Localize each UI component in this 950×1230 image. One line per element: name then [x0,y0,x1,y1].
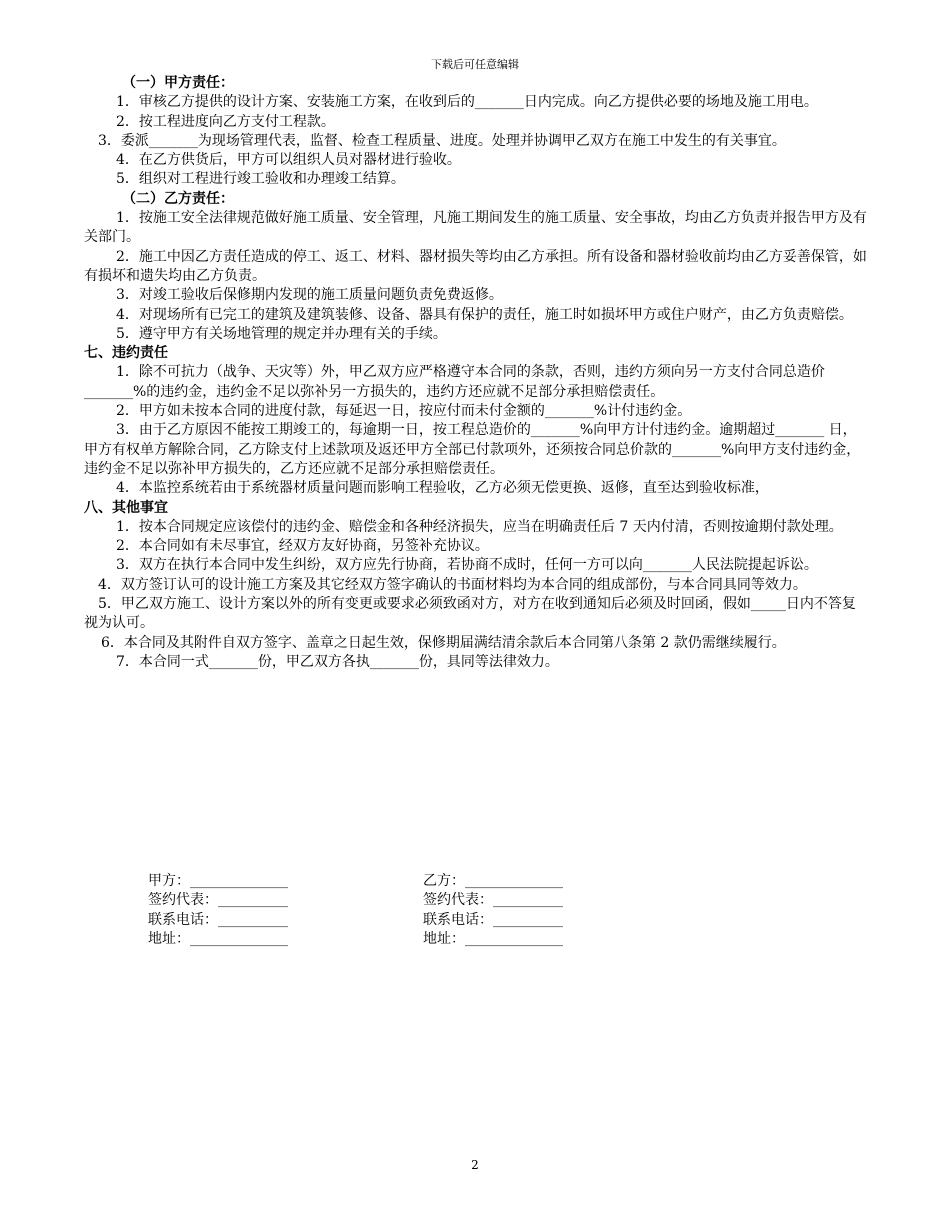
signature-party-a [148,872,288,949]
page-number: 2 [471,1158,479,1172]
clause: 7．本合同一式_______份，甲乙双方各执_______份，具同等法律效力。 [116,653,559,670]
clause: 3．由于乙方原因不能按工期竣工的，每逾期一日，按工程总造价的_______%向甲方计付违约金。逾期超过_______ 日，甲方有权单方解除合同，乙方除支付上述款项及返还甲方全部已付款项外，还须按合同总价款的_______%向甲方支付违约金，违约金不足以弥补甲方损失的，乙方还应就不足部分承担赔偿责任。 [84,422,861,477]
clause: 2．本合同如有未尽事宜，经双方友好协商，另签补充协议。 [116,538,489,555]
clause: 4．对现场所有已完工的建筑及建筑装修、设备、器具有保护的责任，施工时如损坏甲方或住户财产，由乙方负责赔偿。 [116,306,853,323]
clause: 3．双方在执行本合同中发生纠纷，双方应先行协商，若协商不成时，任何一方可以向_______人民法院提起诉讼。 [116,557,818,574]
clause: 6．本合同及其附件自双方签字、盖章之日起生效，保修期届满结清余款后本合同第八条第 2 款仍需继续履行。 [101,634,786,651]
party-a-phone: 联系电话：__________ [148,911,288,928]
clause: 1．除不可抗力（战争、天灾等）外，甲乙双方应严格遵守本合同的条款，否则，违约方须向另一方支付合同总造价 _______%的违约金，违约金不足以弥补另一方损失的，违约方还应就不足部分承担赔偿责任。 [84,364,825,400]
clause: 5．遵守甲方有关场地管理的规定并办理有关的手续。 [116,325,447,342]
clause: 5．甲乙双方施工、设计方案以外的所有变更或要求必须致函对方，对方在收到通知后必须及时回函，假如_____日内不答复视为认可。 [84,596,856,632]
clause: 1．按施工安全法律规范做好施工质量、安全管理，凡施工期间发生的施工质量、安全事故，均由乙方负责并报告甲方及有关部门。 [84,210,867,246]
clause: 3．委派_______为现场管理代表，监督、检查工程质量、进度。处理并协调甲乙双方在施工中发生的有关事宜。 [98,132,786,149]
clause: 4．在乙方供货后，甲方可以组织人员对器材进行验收。 [116,152,461,169]
party-a-rep: 签约代表：__________ [148,892,288,909]
clause: 4．本监控系统若由于系统器材质量问题而影响工程验收，乙方必须无偿更换、返修，直至达到验收标准， [116,480,769,497]
contract-body [84,74,868,672]
clause: 2．按工程进度向乙方支付工程款。 [116,113,335,130]
party-b-name: 乙方：______________ [423,873,563,889]
clause: 4．双方签订认可的设计施工方案及其它经双方签字确认的书面材料均为本合同的组成部份，与本合同具同等效力。 [98,576,807,593]
section-heading-party-b: （二）乙方责任： [122,190,234,207]
party-b-phone: 联系电话：__________ [423,911,563,928]
clause: 2．甲方如未按本合同的进度付款，每延迟一日，按应付而未付金额的_______%计付违约金。 [116,403,692,420]
party-b-rep: 签约代表：__________ [423,892,563,909]
clause: 5．组织对工程进行竣工验收和办理竣工结算。 [116,171,405,188]
section-heading-party-a: （一）甲方责任： [122,75,234,91]
clause: 3．对竣工验收后保修期内发现的施工质量问题负责免费返修。 [116,287,503,304]
clause: 2．施工中因乙方责任造成的停工、返工、材料、器材损失等均由乙方承担。所有设备和器材验收前均由乙方妥善保管，如有损坏和遗失均由乙方负责。 [84,248,867,284]
page-header: 下载后可任意编辑 [431,58,519,71]
clause: 1．审核乙方提供的设计方案、安装施工方案，在收到后的_______日内完成。向乙方提供必要的场地及施工用电。 [116,94,818,111]
party-b-address: 地址：______________ [423,930,563,947]
signature-party-b [423,872,563,949]
section-heading-breach: 七、违约责任 [84,345,168,362]
section-heading-other: 八、其他事宜 [84,499,168,516]
party-a-address: 地址：______________ [148,930,288,947]
clause: 1．按本合同规定应该偿付的违约金、赔偿金和各种经济损失，应当在明确责任后 7 天内付清，否则按逾期付款处理。 [116,518,843,535]
party-a-name: 甲方：______________ [148,873,288,889]
